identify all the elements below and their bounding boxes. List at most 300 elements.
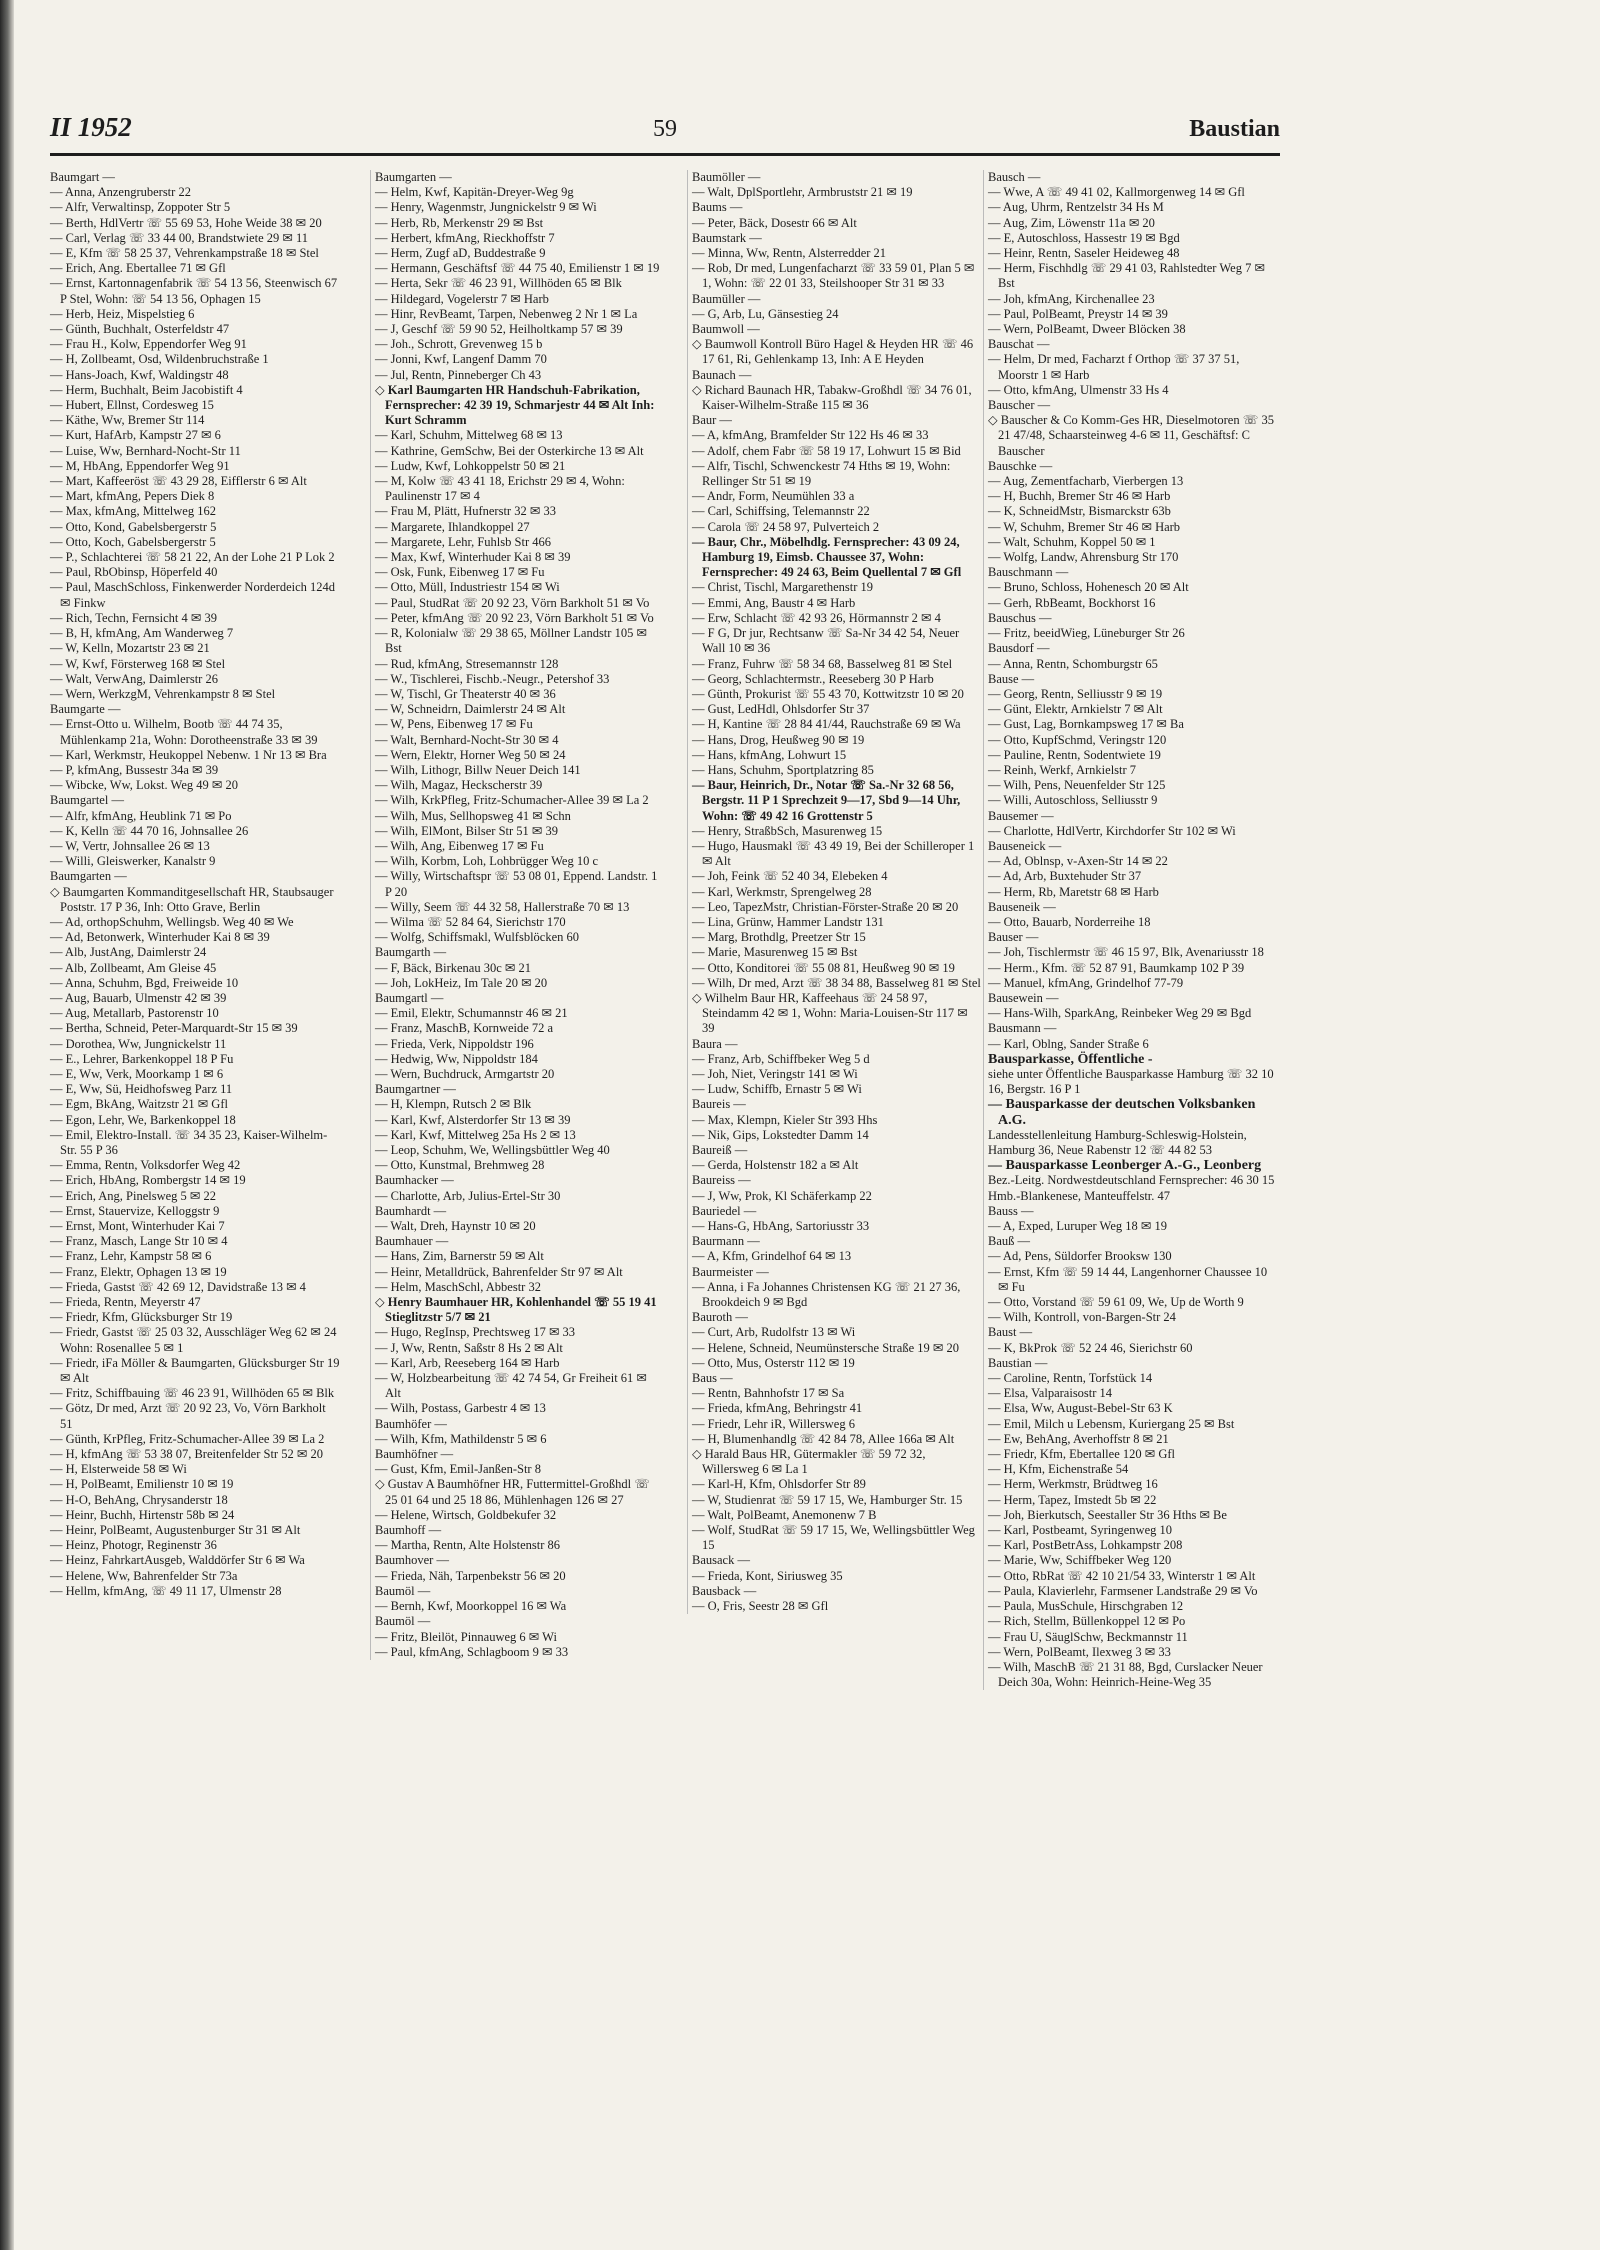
directory-entry: — Heinr, PolBeamt, Augustenburger Str 31 ✉ Alt <box>50 1523 301 1538</box>
directory-entry: — Paul, StudRat ☏ 20 92 23, Vörn Barkholt 51 ✉ Vo <box>375 595 650 610</box>
directory-entry: Baumhoff — <box>375 1523 442 1538</box>
directory-entry: — Herm, Buchhalt, Beim Jacobistift 4 <box>50 382 243 397</box>
directory-entry: — Otto, Müll, Industriestr 154 ✉ Wi <box>375 580 560 595</box>
directory-entry: — Gust, LedHdl, Ohlsdorfer Str 37 <box>692 702 870 717</box>
directory-entry: Baumhauer — <box>375 1234 449 1249</box>
directory-entry: — Ernst, Mont, Winterhuder Kai 7 <box>50 1219 225 1234</box>
directory-entry: — Günth, KrPfleg, Fritz-Schumacher-Allee 39 ✉ La 2 <box>50 1431 325 1446</box>
directory-entry: — Hans, Zim, Barnerstr 59 ✉ Alt <box>375 1249 544 1264</box>
directory-entry: — Wilh, Postass, Garbestr 4 ✉ 13 <box>375 1401 546 1416</box>
directory-entry: — Anna, Rentn, Schomburgstr 65 <box>988 656 1158 671</box>
directory-entry: — Karl, Schuhm, Mittelweg 68 ✉ 13 <box>375 428 563 443</box>
directory-entry: Baumgarten — <box>375 170 452 184</box>
directory-entry: — Karl, PostBetrAss, Lohkampstr 208 <box>988 1538 1183 1553</box>
directory-entry: — Frau M, Plätt, Hufnerstr 32 ✉ 33 <box>375 504 556 519</box>
directory-entry: — Rob, Dr med, Lungenfacharzt ☏ 33 59 01, Plan 5 ✉ 1, Wohn: ☏ 22 01 33, Steilshooper Str 31 ✉ 33 <box>692 261 978 291</box>
directory-entry: — Otto, Bauarb, Norderreihe 18 <box>988 914 1151 929</box>
directory-entry: — Curt, Arb, Rudolfstr 13 ✉ Wi <box>692 1325 856 1340</box>
directory-entry: Baumgarth — <box>375 945 447 960</box>
directory-entry: — Hildegard, Vogelerstr 7 ✉ Harb <box>375 291 549 306</box>
directory-entry: — P, kfmAng, Bussestr 34a ✉ 39 <box>50 762 219 777</box>
directory-entry: — Charlotte, HdlVertr, Kirchdorfer Str 102 ✉ Wi <box>988 823 1236 838</box>
directory-entry: Baumgarte — <box>50 702 121 717</box>
directory-entry: Baureiss — <box>692 1173 751 1188</box>
directory-entry: — Charlotte, Arb, Julius-Ertel-Str 30 <box>375 1188 561 1203</box>
directory-entry: — Karl, Arb, Reeseberg 164 ✉ Harb <box>375 1355 560 1370</box>
directory-entry: — R, Kolonialw ☏ 29 38 65, Möllner Landstr 105 ✉ Bst <box>375 626 651 656</box>
directory-entry: — Andr, Form, Neumühlen 33 a <box>692 489 855 504</box>
directory-entry: — Helene, Ww, Bahrenfelder Str 73a <box>50 1568 238 1583</box>
directory-entry: — Ernst, Kfm ☏ 59 14 44, Langenhorner Chaussee 10 ✉ Fu <box>988 1264 1271 1294</box>
directory-entry: — Willy, Seem ☏ 44 32 58, Hallerstraße 70 ✉ 13 <box>375 899 630 914</box>
directory-entry: — Joh., Schrott, Grevenweg 15 b <box>375 337 543 352</box>
directory-entry: — Paul, MaschSchloss, Finkenwerder Norderdeich 124d ✉ Finkw <box>50 580 339 610</box>
directory-entry: Bausdorf — <box>988 641 1050 656</box>
directory-entry: — Aug, Uhrm, Rentzelstr 34 Hs M <box>988 200 1164 215</box>
directory-entry: Baums — <box>692 200 743 215</box>
directory-entry: — Herm, Tapez, Imstedt 5b ✉ 22 <box>988 1492 1157 1507</box>
directory-entry: Bauroth — <box>692 1310 748 1325</box>
directory-entry: — Frieda, Verk, Nippoldstr 196 <box>375 1036 534 1051</box>
directory-entry: — Willy, Wirtschaftspr ☏ 53 08 01, Eppend. Landstr. 1 P 20 <box>375 869 661 899</box>
directory-entry: — Wilma ☏ 52 84 64, Sierichstr 170 <box>375 914 566 929</box>
directory-entry: — Wilh, Ang, Eibenweg 17 ✉ Fu <box>375 838 544 853</box>
directory-entry: — Paula, MusSchule, Hirschgraben 12 <box>988 1599 1184 1614</box>
directory-entry: — Ernst-Otto u. Wilhelm, Bootb ☏ 44 74 35, Mühlenkamp 21a, Wohn: Dorotheenstraße 33 ✉ 39 <box>50 717 318 747</box>
directory-entry: — Carola ☏ 24 58 97, Pulverteich 2 <box>692 519 880 534</box>
directory-entry: — Fritz, beeidWieg, Lüneburger Str 26 <box>988 626 1185 641</box>
directory-entry: — Emil, Elektr, Schumannstr 46 ✉ 21 <box>375 1006 568 1021</box>
directory-entry: — Ad, Betonwerk, Winterhuder Kai 8 ✉ 39 <box>50 930 270 945</box>
directory-entry: — Günth, Prokurist ☏ 55 43 70, Kottwitzstr 10 ✉ 20 <box>692 686 964 701</box>
directory-entry: Baurmeister — <box>692 1264 769 1279</box>
directory-entry: — Martha, Rentn, Alte Holstenstr 86 <box>375 1538 561 1553</box>
directory-entry: — Gust, Kfm, Emil-Janßen-Str 8 <box>375 1462 541 1477</box>
directory-entry: — Baur, Chr., Möbelhdlg. Fernsprecher: 43 09 24, Hamburg 19, Eimsb. Chaussee 37, Wohn: Fernsprecher: 49 24 63, Beim Quellental 7 ✉ Gfl <box>692 534 963 580</box>
directory-entry: Bausback — <box>692 1583 757 1598</box>
directory-entry: — Paula, Klavierlehr, Farmsener Landstraße 29 ✉ Vo <box>988 1583 1258 1598</box>
directory-entry: — Wilh, KrkPfleg, Fritz-Schumacher-Allee 39 ✉ La 2 <box>375 793 649 808</box>
directory-entry: — Friedr, Kfm, Glücksburger Str 19 <box>50 1310 233 1325</box>
directory-entry: — Wolfg, Schiffsmakl, Wulfsblöcken 60 <box>375 930 580 945</box>
directory-entry: — Aug, Metallarb, Pastorenstr 10 <box>50 1006 219 1021</box>
directory-entry: — Ad, Oblnsp, v-Axen-Str 14 ✉ 22 <box>988 854 1168 869</box>
directory-entry: — Emmi, Ang, Baustr 4 ✉ Harb <box>692 595 856 610</box>
directory-entry: — Rentn, Bahnhofstr 17 ✉ Sa <box>692 1386 845 1401</box>
directory-entry: — Kurt, HafArb, Kampstr 27 ✉ 6 <box>50 428 221 443</box>
directory-entry: Bausch — <box>988 170 1041 184</box>
directory-entry: — Erich, Ang, Pinelsweg 5 ✉ 22 <box>50 1188 217 1203</box>
directory-entry: — Wilh, Pens, Neuenfelder Str 125 <box>988 778 1166 793</box>
directory-entry: — E, Ww, Sü, Heidhofsweg Parz 11 <box>50 1082 233 1097</box>
directory-entry: — Emma, Rentn, Volksdorfer Weg 42 <box>50 1158 241 1173</box>
directory-entry: — Frau H., Kolw, Eppendorfer Weg 91 <box>50 337 247 352</box>
directory-entry: — Carl, Verlag ☏ 33 44 00, Brandstwiete 29 ✉ 11 <box>50 230 309 245</box>
directory-entry: Bause — <box>988 671 1035 686</box>
directory-page <box>50 0 1280 2250</box>
directory-entry: — A, Exped, Luruper Weg 18 ✉ 19 <box>988 1219 1167 1234</box>
directory-entry: — Karl, Oblng, Sander Straße 6 <box>988 1036 1149 1051</box>
directory-entry: ◇ Karl Baumgarten HR Handschuh-Fabrikation, Fernsprecher: 42 39 19, Schmarjestr 44 ✉ Alt Inh: Kurt Schramm <box>375 382 658 428</box>
directory-entry: — Hans, kfmAng, Lohwurt 15 <box>692 747 847 762</box>
directory-entry: — Henry, StraßbSch, Masurenweg 15 <box>692 823 883 838</box>
directory-entry: ◇ Baumwoll Kontroll Büro Hagel & Heyden HR ☏ 46 17 61, Ri, Gehlenkamp 13, Inh: A E Heyden <box>692 337 977 367</box>
directory-entry: — K, Kelln ☏ 44 70 16, Johnsallee 26 <box>50 823 249 838</box>
directory-entry: — W, Schuhm, Bremer Str 46 ✉ Harb <box>988 519 1181 534</box>
directory-entry: — Leop, Schuhm, We, Wellingsbüttler Weg 40 <box>375 1143 610 1157</box>
directory-entry: — Hans-Wilh, SparkAng, Reinbeker Weg 29 ✉ Bgd <box>988 1006 1252 1021</box>
directory-entry: — Hugo, RegInsp, Prechtsweg 17 ✉ 33 <box>375 1325 576 1340</box>
directory-entry: — Hugo, Hausmakl ☏ 43 49 19, Bei der Schilleroper 1 ✉ Alt <box>692 838 978 869</box>
directory-entry: — Georg, Rentn, Selliusstr 9 ✉ 19 <box>988 686 1163 701</box>
directory-entry: — F, Bäck, Birkenau 30c ✉ 21 <box>375 960 531 975</box>
directory-entry: — W, Tischl, Gr Theaterstr 40 ✉ 36 <box>375 686 556 701</box>
directory-entry: — Günth, Buchhalt, Osterfeldstr 47 <box>50 322 230 337</box>
directory-entry: — Friedr, iFa Möller & Baumgarten, Glücksburger Str 19 ✉ Alt <box>50 1355 343 1386</box>
directory-entry: — A, kfmAng, Bramfelder Str 122 Hs 46 ✉ 33 <box>692 428 929 443</box>
directory-entry: Bausparkasse, Öffentliche - <box>988 1051 1153 1067</box>
directory-entry: — H, Blumenhandlg ☏ 42 84 78, Allee 166a ✉ Alt <box>692 1431 955 1446</box>
directory-entry: Bauschke — <box>988 458 1053 473</box>
directory-entry: — Otto, kfmAng, Ulmenstr 33 Hs 4 <box>988 382 1169 397</box>
directory-entry: — W, Schneidrn, Daimlerstr 24 ✉ Alt <box>375 702 566 717</box>
directory-entry: — Walt, VerwAng, Daimlerstr 26 <box>50 671 218 686</box>
directory-entry: — E., Lehrer, Barkenkoppel 18 P Fu <box>50 1051 234 1066</box>
directory-entry: Bauseneik — <box>988 899 1056 914</box>
directory-entry: Baumhardt — <box>375 1203 447 1218</box>
directory-entry: — Helm, Kwf, Kapitän-Dreyer-Weg 9g <box>375 185 574 200</box>
directory-entry: — B, H, kfmAng, Am Wanderweg 7 <box>50 626 234 641</box>
directory-entry: — Anna, i Fa Johannes Christensen KG ☏ 21 27 36, Brookdeich 9 ✉ Bgd <box>692 1279 964 1310</box>
directory-entry: Baumwoll — <box>692 322 760 337</box>
directory-entry: — Fritz, Bleilöt, Pinnauweg 6 ✉ Wi <box>375 1629 557 1644</box>
directory-entry: — Götz, Dr med, Arzt ☏ 20 92 23, Vo, Vörn Barkholt 51 <box>50 1401 329 1431</box>
directory-entry: — K, SchneidMstr, Bismarckstr 63b <box>988 504 1171 519</box>
directory-entry: — Bruno, Schloss, Hohenesch 20 ✉ Alt <box>988 580 1189 595</box>
directory-entry: — O, Fris, Seestr 28 ✉ Gfl <box>692 1599 829 1614</box>
directory-entry: — J, Geschf ☏ 59 90 52, Heilholtkamp 57 ✉ 39 <box>375 322 623 337</box>
directory-entry: — Rud, kfmAng, Stresemannstr 128 <box>375 656 559 671</box>
directory-entry: — Mart, kfmAng, Pepers Diek 8 <box>50 489 215 504</box>
directory-entry: — W, Vertr, Johnsallee 26 ✉ 13 <box>50 838 210 853</box>
directory-entry: — Hans, Schuhm, Sportplatzring 85 <box>692 762 874 777</box>
directory-entry: — Ernst, Kartonnagenfabrik ☏ 54 13 56, Steenwisch 67 P Stel, Wohn: ☏ 54 13 56, Ophagen 15 <box>50 276 341 306</box>
book-binding-edge <box>0 0 14 2250</box>
directory-entry: — Heinr, Buchh, Hirtenstr 58b ✉ 24 <box>50 1507 235 1522</box>
directory-entry: ◇ Gustav A Baumhöfner HR, Futtermittel-Großhdl ☏ 25 01 64 und 25 18 86, Mühlenhagen 126 ✉ 27 <box>375 1477 653 1507</box>
directory-entry: — Frieda, kfmAng, Behringstr 41 <box>692 1401 863 1416</box>
directory-entry: Baumgartel — <box>50 793 124 808</box>
directory-entry: — Herbert, kfmAng, Rieckhoffstr 7 <box>375 230 555 245</box>
directory-entry: — Bausparkasse der deutschen Volksbanken A.G. <box>988 1097 1259 1128</box>
directory-entry: Baumhover — <box>375 1553 449 1568</box>
directory-entry: — Helene, Wirtsch, Goldbekufer 32 <box>375 1507 557 1522</box>
directory-entry: Bauseneick — <box>988 838 1062 853</box>
directory-entry: — H, Kfm, Eichenstraße 54 <box>988 1462 1129 1477</box>
directory-entry: Landesstellenleitung Hamburg-Schleswig-Holstein, Hamburg 36, Neue Rabenstr 12 ☏ 44 82 53 <box>988 1127 1250 1157</box>
directory-entry: Baumgart — <box>50 170 115 184</box>
directory-entry: Baustian — <box>988 1355 1048 1370</box>
directory-entry: — J, Ww, Prok, Kl Schäferkamp 22 <box>692 1188 872 1203</box>
directory-entry: Baust — <box>988 1325 1033 1340</box>
directory-entry: — Willi, Autoschloss, Selliusstr 9 <box>988 793 1158 808</box>
directory-entry: — M, Kolw ☏ 43 41 18, Erichstr 29 ✉ 4, Wohn: Paulinenstr 17 ✉ 4 <box>375 474 628 504</box>
directory-entry: — Franz, Masch, Lange Str 10 ✉ 4 <box>50 1234 228 1249</box>
directory-entry: — Hellm, kfmAng, ☏ 49 11 17, Ulmenstr 28 <box>50 1583 282 1598</box>
directory-entry: — Caroline, Rentn, Torfstück 14 <box>988 1371 1153 1386</box>
directory-entry: — J, Ww, Rentn, Saßstr 8 Hs 2 ✉ Alt <box>375 1340 563 1355</box>
directory-entry: — Hubert, Ellnst, Cordesweg 15 <box>50 398 214 413</box>
directory-entry: — E, Autoschloss, Hassestr 19 ✉ Bgd <box>988 230 1180 245</box>
header-rule <box>50 153 1280 156</box>
directory-entry: — Paul, RbObinsp, Höperfeld 40 <box>50 565 218 580</box>
directory-entry: — Wern, PolBeamt, Dweer Blöcken 38 <box>988 322 1186 337</box>
directory-entry: Bauss — <box>988 1203 1034 1218</box>
directory-entry: — Gerda, Holstenstr 182 a ✉ Alt <box>692 1158 859 1173</box>
directory-entry: — Helm, Dr med, Facharzt f Orthop ☏ 37 37 51, Moorstr 1 ✉ Harb <box>988 352 1243 382</box>
directory-entry: — Heinr, Metalldrück, Bahrenfelder Str 97 ✉ Alt <box>375 1264 623 1279</box>
directory-entry: — Herta, Sekr ☏ 46 23 91, Willhöden 65 ✉ Blk <box>375 276 622 291</box>
directory-entry: — Rich, Techn, Fernsicht 4 ✉ 39 <box>50 610 217 625</box>
directory-entry: Bausack — <box>692 1553 750 1568</box>
directory-entry: — Elsa, Ww, August-Bebel-Str 63 K <box>988 1401 1173 1416</box>
directory-entry: Baunach — <box>692 367 752 382</box>
directory-entry: — Wilh, Kfm, Mathildenstr 5 ✉ 6 <box>375 1431 547 1446</box>
directory-entry: — Peter, Bäck, Dosestr 66 ✉ Alt <box>692 215 857 230</box>
directory-entry: — Marie, Masurenweg 15 ✉ Bst <box>692 945 858 960</box>
directory-entry: Bausmann — <box>988 1021 1057 1036</box>
directory-entry: — Frieda, Rentn, Meyerstr 47 <box>50 1295 201 1310</box>
directory-entry: Baurmann — <box>692 1234 760 1249</box>
directory-entry: — H-O, BehAng, Chrysanderstr 18 <box>50 1492 228 1507</box>
directory-entry: — Hinr, RevBeamt, Tarpen, Nebenweg 2 Nr 1 ✉ La <box>375 306 638 321</box>
directory-entry: Baumhacker — <box>375 1173 454 1188</box>
directory-entry: Baus — <box>692 1371 733 1386</box>
directory-entry: — Erich, HbAng, Rombergstr 14 ✉ 19 <box>50 1173 246 1188</box>
directory-entry: — Wilh, Mus, Sellhopsweg 41 ✉ Schn <box>375 808 571 823</box>
directory-entry: — K, BkProk ☏ 52 24 46, Sierichstr 60 <box>988 1340 1193 1355</box>
directory-entry: — Paul, PolBeamt, Preystr 14 ✉ 39 <box>988 306 1168 321</box>
directory-entry: — Franz, MaschB, Kornweide 72 a <box>375 1021 554 1036</box>
directory-entry: — Jul, Rentn, Pinneberger Ch 43 <box>375 367 542 382</box>
directory-entry: — Herb, Heiz, Mispelstieg 6 <box>50 306 195 321</box>
directory-entry: Baumöl — <box>375 1583 431 1598</box>
directory-entry: — Franz, Elektr, Ophagen 13 ✉ 19 <box>50 1264 227 1279</box>
directory-entry: — Ludw, Schiffb, Ernastr 5 ✉ Wi <box>692 1082 862 1097</box>
directory-entry: — E, Kfm ☏ 58 25 37, Vehrenkampstraße 18 ✉ Stel <box>50 246 319 261</box>
directory-entry: — Margarete, Ihlandkoppel 27 <box>375 519 530 534</box>
directory-entry: — Max, Klempn, Kieler Str 393 Hhs <box>692 1112 878 1127</box>
directory-entry: Baumüller — <box>692 291 761 306</box>
directory-entry: — Ad, Arb, Buxtehuder Str 37 <box>988 869 1142 884</box>
directory-entry: — Georg, Schlachtermstr., Reeseberg 30 P Harb <box>692 671 934 686</box>
directory-entry: — Helene, Schneid, Neumünstersche Straße 19 ✉ 20 <box>692 1340 960 1355</box>
directory-entry: — Karl, Werkmstr, Sprengelweg 28 <box>692 884 872 899</box>
directory-entry: — Helm, MaschSchl, Abbestr 32 <box>375 1279 541 1294</box>
directory-entry: — Wolfg, Landw, Ahrensburg Str 170 <box>988 550 1179 565</box>
directory-entry: — Reinh, Werkf, Arnkielstr 7 <box>988 762 1137 777</box>
directory-entry: — Hans, Drog, Heußweg 90 ✉ 19 <box>692 732 865 747</box>
directory-entry: — Herm, Rb, Maretstr 68 ✉ Harb <box>988 884 1159 899</box>
directory-entry: — Frieda, Gastst ☏ 42 69 12, Davidstraße 13 ✉ 4 <box>50 1279 306 1294</box>
directory-entry: — Lina, Grünw, Hammer Landstr 131 <box>692 914 884 929</box>
directory-entry: — Alb, Zollbeamt, Am Gleise 45 <box>50 960 217 975</box>
directory-entry: — Joh, Feink ☏ 52 40 34, Elebeken 4 <box>692 869 888 884</box>
directory-entry: — Erw, Schlacht ☏ 42 93 26, Hörmannstr 2 ✉ 4 <box>692 610 941 625</box>
directory-entry: — Otto, Koch, Gabelsbergerstr 5 <box>50 534 216 549</box>
directory-entry: — Franz, Fuhrw ☏ 58 34 68, Basselweg 81 ✉ Stel <box>692 656 953 671</box>
directory-entry: Baumgartl — <box>375 990 444 1005</box>
directory-entry: — Emil, Milch u Lebensm, Kuriergang 25 ✉ Bst <box>988 1416 1235 1431</box>
directory-entry: — Dorothea, Ww, Jungnickelstr 11 <box>50 1036 227 1051</box>
directory-entry: — Osk, Funk, Eibenweg 17 ✉ Fu <box>375 565 545 580</box>
directory-entry: — Karl, Werkmstr, Heukoppel Nebenw. 1 Nr 13 ✉ Bra <box>50 747 327 762</box>
directory-entry: Baumöller — <box>692 170 761 184</box>
directory-entry: ◇ Richard Baunach HR, Tabakw-Großhdl ☏ 34 76 01, Kaiser-Wilhelm-Straße 115 ✉ 36 <box>692 382 975 413</box>
directory-entry: — Willi, Gleiswerker, Kanalstr 9 <box>50 854 216 869</box>
directory-entry: — Otto, Kond, Gabelsbergerstr 5 <box>50 519 217 534</box>
directory-entry: — Adolf, chem Fabr ☏ 58 19 17, Lohwurt 15 ✉ Bid <box>692 443 961 458</box>
directory-entry: ◇ Harald Baus HR, Gütermakler ☏ 59 72 32, Willersweg 6 ✉ La 1 <box>692 1447 929 1477</box>
directory-entry: — Hans-Joach, Kwf, Waldingstr 48 <box>50 367 229 382</box>
directory-entry: — Otto, KupfSchmd, Veringstr 120 <box>988 732 1167 747</box>
directory-entry: — Berth, HdlVertr ☏ 55 69 53, Hohe Weide 38 ✉ 20 <box>50 215 322 230</box>
directory-entry: — Minna, Ww, Rentn, Alsterredder 21 <box>692 246 887 261</box>
directory-entry: — H, kfmAng ☏ 53 38 07, Breitenfelder Str 52 ✉ 20 <box>50 1447 323 1462</box>
directory-entry: Baura — <box>692 1036 738 1051</box>
directory-entry: — Leo, TapezMstr, Christian-Förster-Straße 20 ✉ 20 <box>692 899 959 914</box>
directory-entry: — Ludw, Kwf, Lohkoppelstr 50 ✉ 21 <box>375 458 566 473</box>
directory-entry: — Joh, Tischlermstr ☏ 46 15 97, Blk, Avenariusstr 18 <box>988 945 1264 960</box>
directory-entry: — Bernh, Kwf, Moorkoppel 16 ✉ Wa <box>375 1599 567 1614</box>
directory-entry: — Marg, Brothdlg, Preetzer Str 15 <box>692 930 866 945</box>
directory-entry: — Franz, Lehr, Kampstr 58 ✉ 6 <box>50 1249 212 1264</box>
directory-entry: — Joh, Niet, Veringstr 141 ✉ Wi <box>692 1066 858 1081</box>
directory-entry: — Marie, Ww, Schiffbeker Weg 120 <box>988 1553 1172 1568</box>
directory-entry: — Wilh, MaschB ☏ 21 31 88, Bgd, Curslacker Neuer Deich 30a, Wohn: Heinrich-Heine-Weg 35 <box>988 1659 1266 1690</box>
directory-entry: Bauscher — <box>988 398 1051 413</box>
directory-entry: — Wilh, ElMont, Bilser Str 51 ✉ 39 <box>375 823 559 838</box>
directory-entry: — Wibcke, Ww, Lokst. Weg 49 ✉ 20 <box>50 778 238 793</box>
directory-entry: — Mart, Kaffeeröst ☏ 43 29 28, Eifflerstr 6 ✉ Alt <box>50 474 307 489</box>
directory-entry: — E, Ww, Verk, Moorkamp 1 ✉ 6 <box>50 1066 224 1081</box>
directory-entry: — Baur, Heinrich, Dr., Notar ☏ Sa.-Nr 32 68 56, Bergstr. 11 P 1 Sprechzeit 9—17, Sbd 9—14 Uhr, Wohn: ☏ 49 42 16 Grottenstr 5 <box>692 778 964 823</box>
directory-entry: — Karl, Kwf, Mittelweg 25a Hs 2 ✉ 13 <box>375 1127 576 1142</box>
directory-entry: — Aug, Bauarb, Ulmenstr 42 ✉ 39 <box>50 990 227 1005</box>
directory-entry: — Nik, Gips, Lokstedter Damm 14 <box>692 1127 869 1142</box>
directory-entry: — Karl, Kwf, Alsterdorfer Str 13 ✉ 39 <box>375 1112 571 1127</box>
directory-entry: — Wilh, Lithogr, Billw Neuer Deich 141 <box>375 762 581 777</box>
directory-entry: — Karl-H, Kfm, Ohlsdorfer Str 89 <box>692 1477 866 1492</box>
directory-entry: — Ad, Pens, Süldorfer Brooksw 130 <box>988 1249 1172 1264</box>
directory-entry: — Herb, Rb, Merkenstr 29 ✉ Bst <box>375 215 544 230</box>
directory-entry: — Hermann, Geschäftsf ☏ 44 75 40, Emilienstr 1 ✉ 19 <box>375 261 660 276</box>
directory-entry: ◇ Baumgarten Kommanditgesellschaft HR, Staubsauger Poststr. 17 P 36, Inh: Otto Grave, Berlin <box>50 884 337 914</box>
directory-entry: — H, Kantine ☏ 28 84 41/44, Rauchstraße 69 ✉ Wa <box>692 717 961 732</box>
directory-entry: Bausemer — <box>988 808 1054 823</box>
directory-entry: — Pauline, Rentn, Sodentwiete 19 <box>988 747 1161 762</box>
directory-entry: — Fritz, Schiffbauing ☏ 46 23 91, Willhöden 65 ✉ Blk <box>50 1386 335 1401</box>
directory-entry: — Otto, Vorstand ☏ 59 61 09, We, Up de Worth 9 <box>988 1295 1244 1310</box>
directory-entry: — Alfr, Verwaltinsp, Zoppoter Str 5 <box>50 200 231 215</box>
directory-entry: — Wern, Buchdruck, Armgartstr 20 <box>375 1066 555 1081</box>
directory-entry: — W., Tischlerei, Fischb.-Neugr., Petershof 33 <box>375 671 610 686</box>
directory-entry: — H, Buchh, Bremer Str 46 ✉ Harb <box>988 489 1171 504</box>
directory-entry: — Walt, DplSportlehr, Armbruststr 21 ✉ 19 <box>692 185 913 200</box>
directory-entry: — Max, Kwf, Winterhuder Kai 8 ✉ 39 <box>375 550 571 565</box>
directory-entry: — H, Elsterweide 58 ✉ Wi <box>50 1462 187 1477</box>
directory-entry: Baureiß — <box>692 1143 748 1157</box>
page-number: 59 <box>653 116 677 142</box>
directory-entry: Baumgarten — <box>50 869 127 884</box>
directory-entry: Bauriedel — <box>692 1203 757 1218</box>
directory-entry: — Frieda, Kont, Siriusweg 35 <box>692 1568 843 1583</box>
directory-entry: — Paul, kfmAng, Schlagboom 9 ✉ 33 <box>375 1644 569 1659</box>
directory-entry: — Aug, Zim, Löwenstr 11a ✉ 20 <box>988 215 1155 230</box>
directory-entry: — Egm, BkAng, Waitzstr 21 ✉ Gfl <box>50 1097 228 1112</box>
column-4 <box>983 170 1278 1690</box>
directory-entry: ◇ Bauscher & Co Komm-Ges HR, Dieselmotoren ☏ 35 21 47/48, Schaarsteinweg 4-6 ✉ 11, Geschäftsf: C Bauscher <box>988 413 1278 458</box>
directory-entry: — Bausparkasse Leonberger A.-G., Leonberg <box>988 1158 1262 1174</box>
directory-entry: Bauschat — <box>988 337 1050 352</box>
directory-entry: ◇ Henry Baumhauer HR, Kohlenhandel ☏ 55 19 41 Stieglitzstr 5/7 ✉ 21 <box>375 1295 660 1325</box>
directory-entry: — Kathrine, GemSchw, Bei der Osterkirche 13 ✉ Alt <box>375 443 644 458</box>
directory-entry: — Walt, Dreh, Haynstr 10 ✉ 20 <box>375 1219 536 1234</box>
directory-entry: — Günt, Elektr, Arnkielstr 7 ✉ Alt <box>988 702 1163 717</box>
directory-entry: — Margarete, Lehr, Fuhlsb Str 466 <box>375 534 551 549</box>
directory-entry: — F G, Dr jur, Rechtsanw ☏ Sa-Nr 34 42 54, Neuer Wall 10 ✉ 36 <box>692 626 963 656</box>
directory-entry: — Wolf, StudRat ☏ 59 17 15, We, Wellingsbüttler Weg 15 <box>692 1523 979 1553</box>
directory-entry: — H, Zollbeamt, Osd, Wildenbruchstraße 1 <box>50 352 269 367</box>
directory-entry: — Otto, Mus, Osterstr 112 ✉ 19 <box>692 1355 855 1370</box>
directory-entry: Baumgartner — <box>375 1082 456 1097</box>
directory-entry: — H, PolBeamt, Emilienstr 10 ✉ 19 <box>50 1477 234 1492</box>
directory-entry: Baur — <box>692 413 732 428</box>
directory-entry: — Heinz, Photogr, Reginenstr 36 <box>50 1538 217 1553</box>
directory-entry: — Wilh, Dr med, Arzt ☏ 38 34 88, Basselweg 81 ✉ Stel <box>692 975 981 990</box>
directory-entry: — Wern, WerkzgM, Vehrenkampstr 8 ✉ Stel <box>50 686 276 701</box>
directory-entry: — Friedr, Kfm, Ebertallee 120 ✉ Gfl <box>988 1447 1176 1462</box>
directory-entry: — Rich, Stellm, Büllenkoppel 12 ✉ Po <box>988 1614 1186 1629</box>
page-header <box>50 112 1280 146</box>
directory-entry: Baumhöfer — <box>375 1416 447 1431</box>
directory-entry: — Herm, Zugf aD, Buddestraße 9 <box>375 246 546 261</box>
directory-entry: — Joh, kfmAng, Kirchenallee 23 <box>988 291 1155 306</box>
directory-entry: — Max, kfmAng, Mittelweg 162 <box>50 504 216 519</box>
directory-entry: Bez.-Leitg. Nordwestdeutschland Fernsprecher: 46 30 15 Hmb.-Blankenese, Manteuffelstr. 47 <box>988 1173 1278 1203</box>
column-1 <box>50 170 343 1599</box>
directory-entry: — Hedwig, Ww, Nippoldstr 184 <box>375 1051 538 1066</box>
directory-entry: — Peter, kfmAng ☏ 20 92 23, Vörn Barkholt 51 ✉ Vo <box>375 610 654 625</box>
directory-entry: — M, HbAng, Eppendorfer Weg 91 <box>50 458 230 473</box>
directory-entry: — Friedr, Gastst ☏ 25 03 32, Ausschläger Weg 62 ✉ 24 Wohn: Rosenallee 5 ✉ 1 <box>50 1325 340 1355</box>
directory-entry: — Friedr, Lehr iR, Willersweg 6 <box>692 1416 855 1431</box>
directory-entry: — Alfr, Tischl, Schwenckestr 74 Hths ✉ 19, Wohn: Rellinger Str 51 ✉ 19 <box>692 458 954 489</box>
directory-entry: — W, Kwf, Försterweg 168 ✉ Stel <box>50 656 226 671</box>
directory-entry: — Anna, Anzengruberstr 22 <box>50 185 191 200</box>
directory-entry: Bauschus — <box>988 610 1052 625</box>
directory-entry: Bauschmann — <box>988 565 1069 580</box>
directory-entry: — Walt, Schuhm, Koppel 50 ✉ 1 <box>988 534 1156 549</box>
directory-entry: — Alb, JustAng, Daimlerstr 24 <box>50 945 207 960</box>
directory-entry: — Ew, BehAng, Averhoffstr 8 ✉ 21 <box>988 1431 1169 1446</box>
directory-entry: ◇ Wilhelm Baur HR, Kaffeehaus ☏ 24 58 97, Steindamm 42 ✉ 1, Wohn: Maria-Louisen-Str 117 ✉ 39 <box>692 990 971 1036</box>
directory-entry: — Bertha, Schneid, Peter-Marquardt-Str 15 ✉ 39 <box>50 1021 298 1036</box>
directory-entry: — P., Schlachterei ☏ 58 21 22, An der Lohe 21 P Lok 2 <box>50 550 335 565</box>
directory-entry: — Frau U, SäuglSchw, Beckmannstr 11 <box>988 1629 1188 1644</box>
directory-entry: — Otto, RbRat ☏ 42 10 21/54 33, Winterstr 1 ✉ Alt <box>988 1568 1256 1583</box>
directory-entry: — Hans-G, HbAng, Sartoriusstr 33 <box>692 1219 870 1234</box>
